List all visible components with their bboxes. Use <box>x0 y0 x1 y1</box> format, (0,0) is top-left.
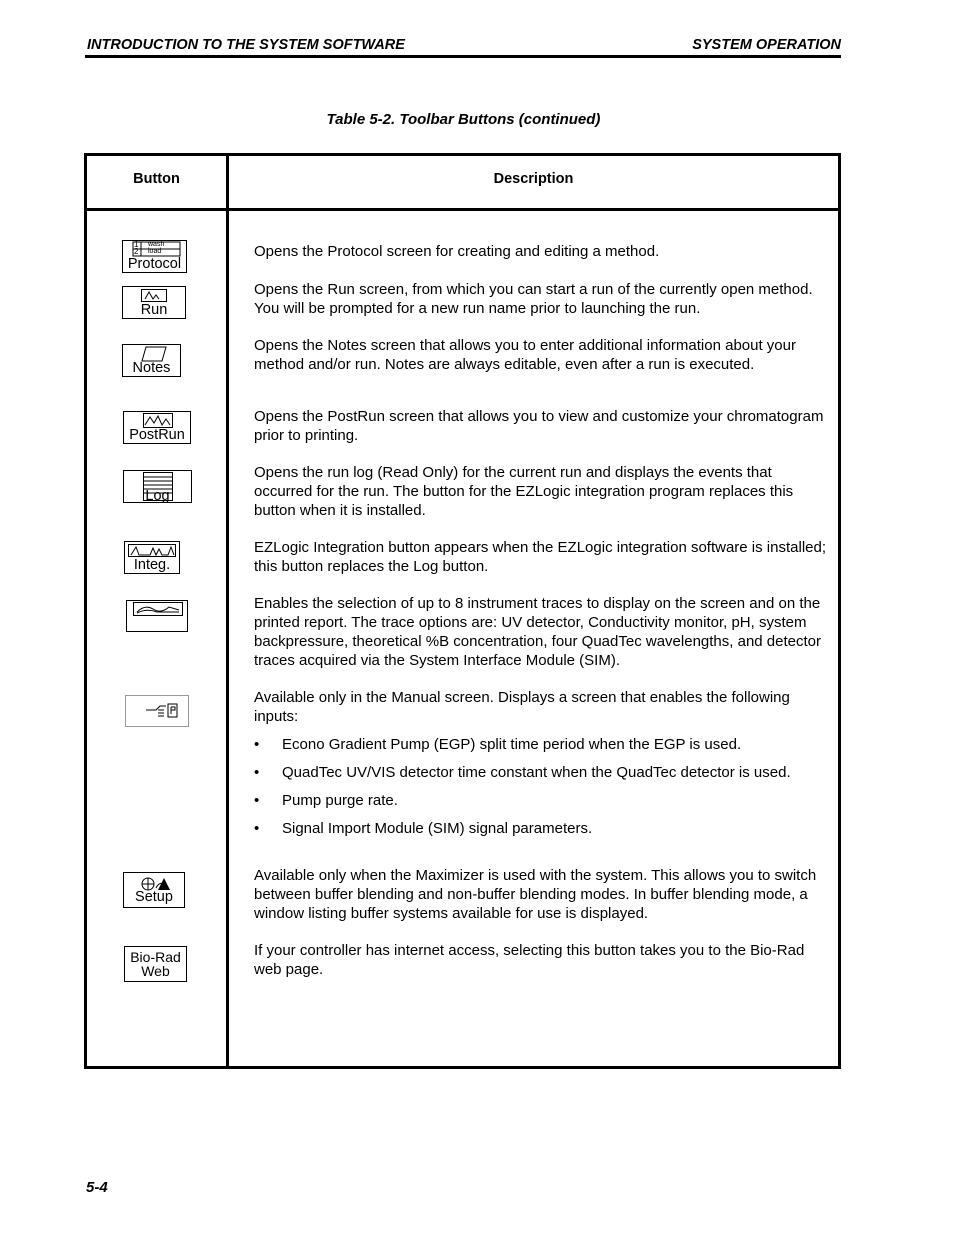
postrun-button-icon <box>123 411 191 444</box>
header-divider <box>87 208 838 211</box>
manual-settings-button-icon <box>125 695 189 727</box>
row-description-postrun: Opens the PostRun screen that allows you to view and customize your chromatogram prior to printing. <box>254 408 824 444</box>
setup-button-icon <box>123 872 185 908</box>
biorad-web-label-line2: Web <box>141 963 170 979</box>
bullet: • <box>254 820 260 837</box>
row-description-integ: EZLogic Integration button appears when the EZLogic integration software is installed; this button replaces the Log button. <box>254 539 827 575</box>
bullet-text: QuadTec UV/VIS detector time constant when the QuadTec detector is used. <box>282 764 791 781</box>
row-description-manual: Available only in the Manual screen. Displays a screen that enables the following inputs: <box>254 689 790 725</box>
biorad-web-button-icon <box>124 946 187 982</box>
protocol-step2-text: load <box>148 248 162 255</box>
table-caption: Table 5-2. Toolbar Buttons (continued) <box>326 111 601 128</box>
running-header-left: INTRODUCTION TO THE SYSTEM SOFTWARE <box>87 37 405 53</box>
column-header-description: Description <box>493 171 574 187</box>
integ-button-label: Integ. <box>133 557 171 573</box>
protocol-step1-number: 1 <box>134 240 139 249</box>
biorad-web-label-line1: Bio-Rad <box>130 949 181 965</box>
row-description-setup: Available only when the Maximizer is used with the system. This allows you to switch between buffer blending and non-buffer blending modes. In buffer blending mode, a window listing buffer systems available for use is displayed. <box>254 867 817 922</box>
log-button-icon <box>123 470 192 503</box>
row-description-notes: Opens the Notes screen that allows you to enter additional information about your method and/or run. Notes are always editable, even after a run is executed. <box>254 337 796 373</box>
setup-button-label: Setup <box>135 889 173 905</box>
bullet-text: Econo Gradient Pump (EGP) split time period when the EGP is used. <box>282 736 742 753</box>
row-description-biorad-web: If your controller has internet access, selecting this button takes you to the Bio-Rad web page. <box>254 942 805 978</box>
bullet-text: Pump purge rate. <box>282 792 398 809</box>
integ-peaks-icon <box>128 544 176 558</box>
bullet: • <box>254 792 260 809</box>
run-chromatogram-icon <box>141 289 167 303</box>
bullet: • <box>254 764 260 781</box>
protocol-step2-number: 2 <box>134 247 139 256</box>
log-button-label: Log <box>145 488 170 504</box>
hand-pointer-icon <box>144 702 180 720</box>
page-number: 5-4 <box>86 1179 108 1196</box>
integ-button-icon <box>124 541 180 574</box>
header-rule <box>85 55 841 58</box>
protocol-button-label: Protocol <box>127 256 182 272</box>
column-header-button: Button <box>133 171 180 187</box>
postrun-button-label: PostRun <box>129 427 185 443</box>
run-button-icon <box>122 286 186 319</box>
protocol-button-icon <box>122 240 187 273</box>
row-description-protocol: Opens the Protocol screen for creating and editing a method. <box>254 243 660 260</box>
notes-button-icon <box>122 344 181 377</box>
protocol-step1-text: wash <box>148 241 165 248</box>
notes-button-label: Notes <box>132 360 171 376</box>
run-button-label: Run <box>140 302 168 318</box>
bullet: • <box>254 736 260 753</box>
row-description-traces: Enables the selection of up to 8 instrument traces to display on the screen and on the printed report. The trace options are: UV detector, Conductivity monitor, pH, system backpressure, theoretical %B concentration, four QuadTec wavelengths, and detector traces acquired via the System Interface Module (SIM). <box>254 595 821 669</box>
running-header-right: SYSTEM OPERATION <box>692 37 841 53</box>
row-description-run: Opens the Run screen, from which you can start a run of the currently open method. You will be prompted for a new run name prior to launching the run. <box>254 281 813 317</box>
traces-wave-icon <box>133 602 183 618</box>
bullet-text: Signal Import Module (SIM) signal parameters. <box>282 820 593 837</box>
row-description-log: Opens the run log (Read Only) for the current run and displays the events that occurred for the run. The button for the EZLogic integration program replaces this button when it is installed. <box>254 464 794 519</box>
traces-button-icon <box>126 600 188 632</box>
column-divider <box>226 156 229 1066</box>
